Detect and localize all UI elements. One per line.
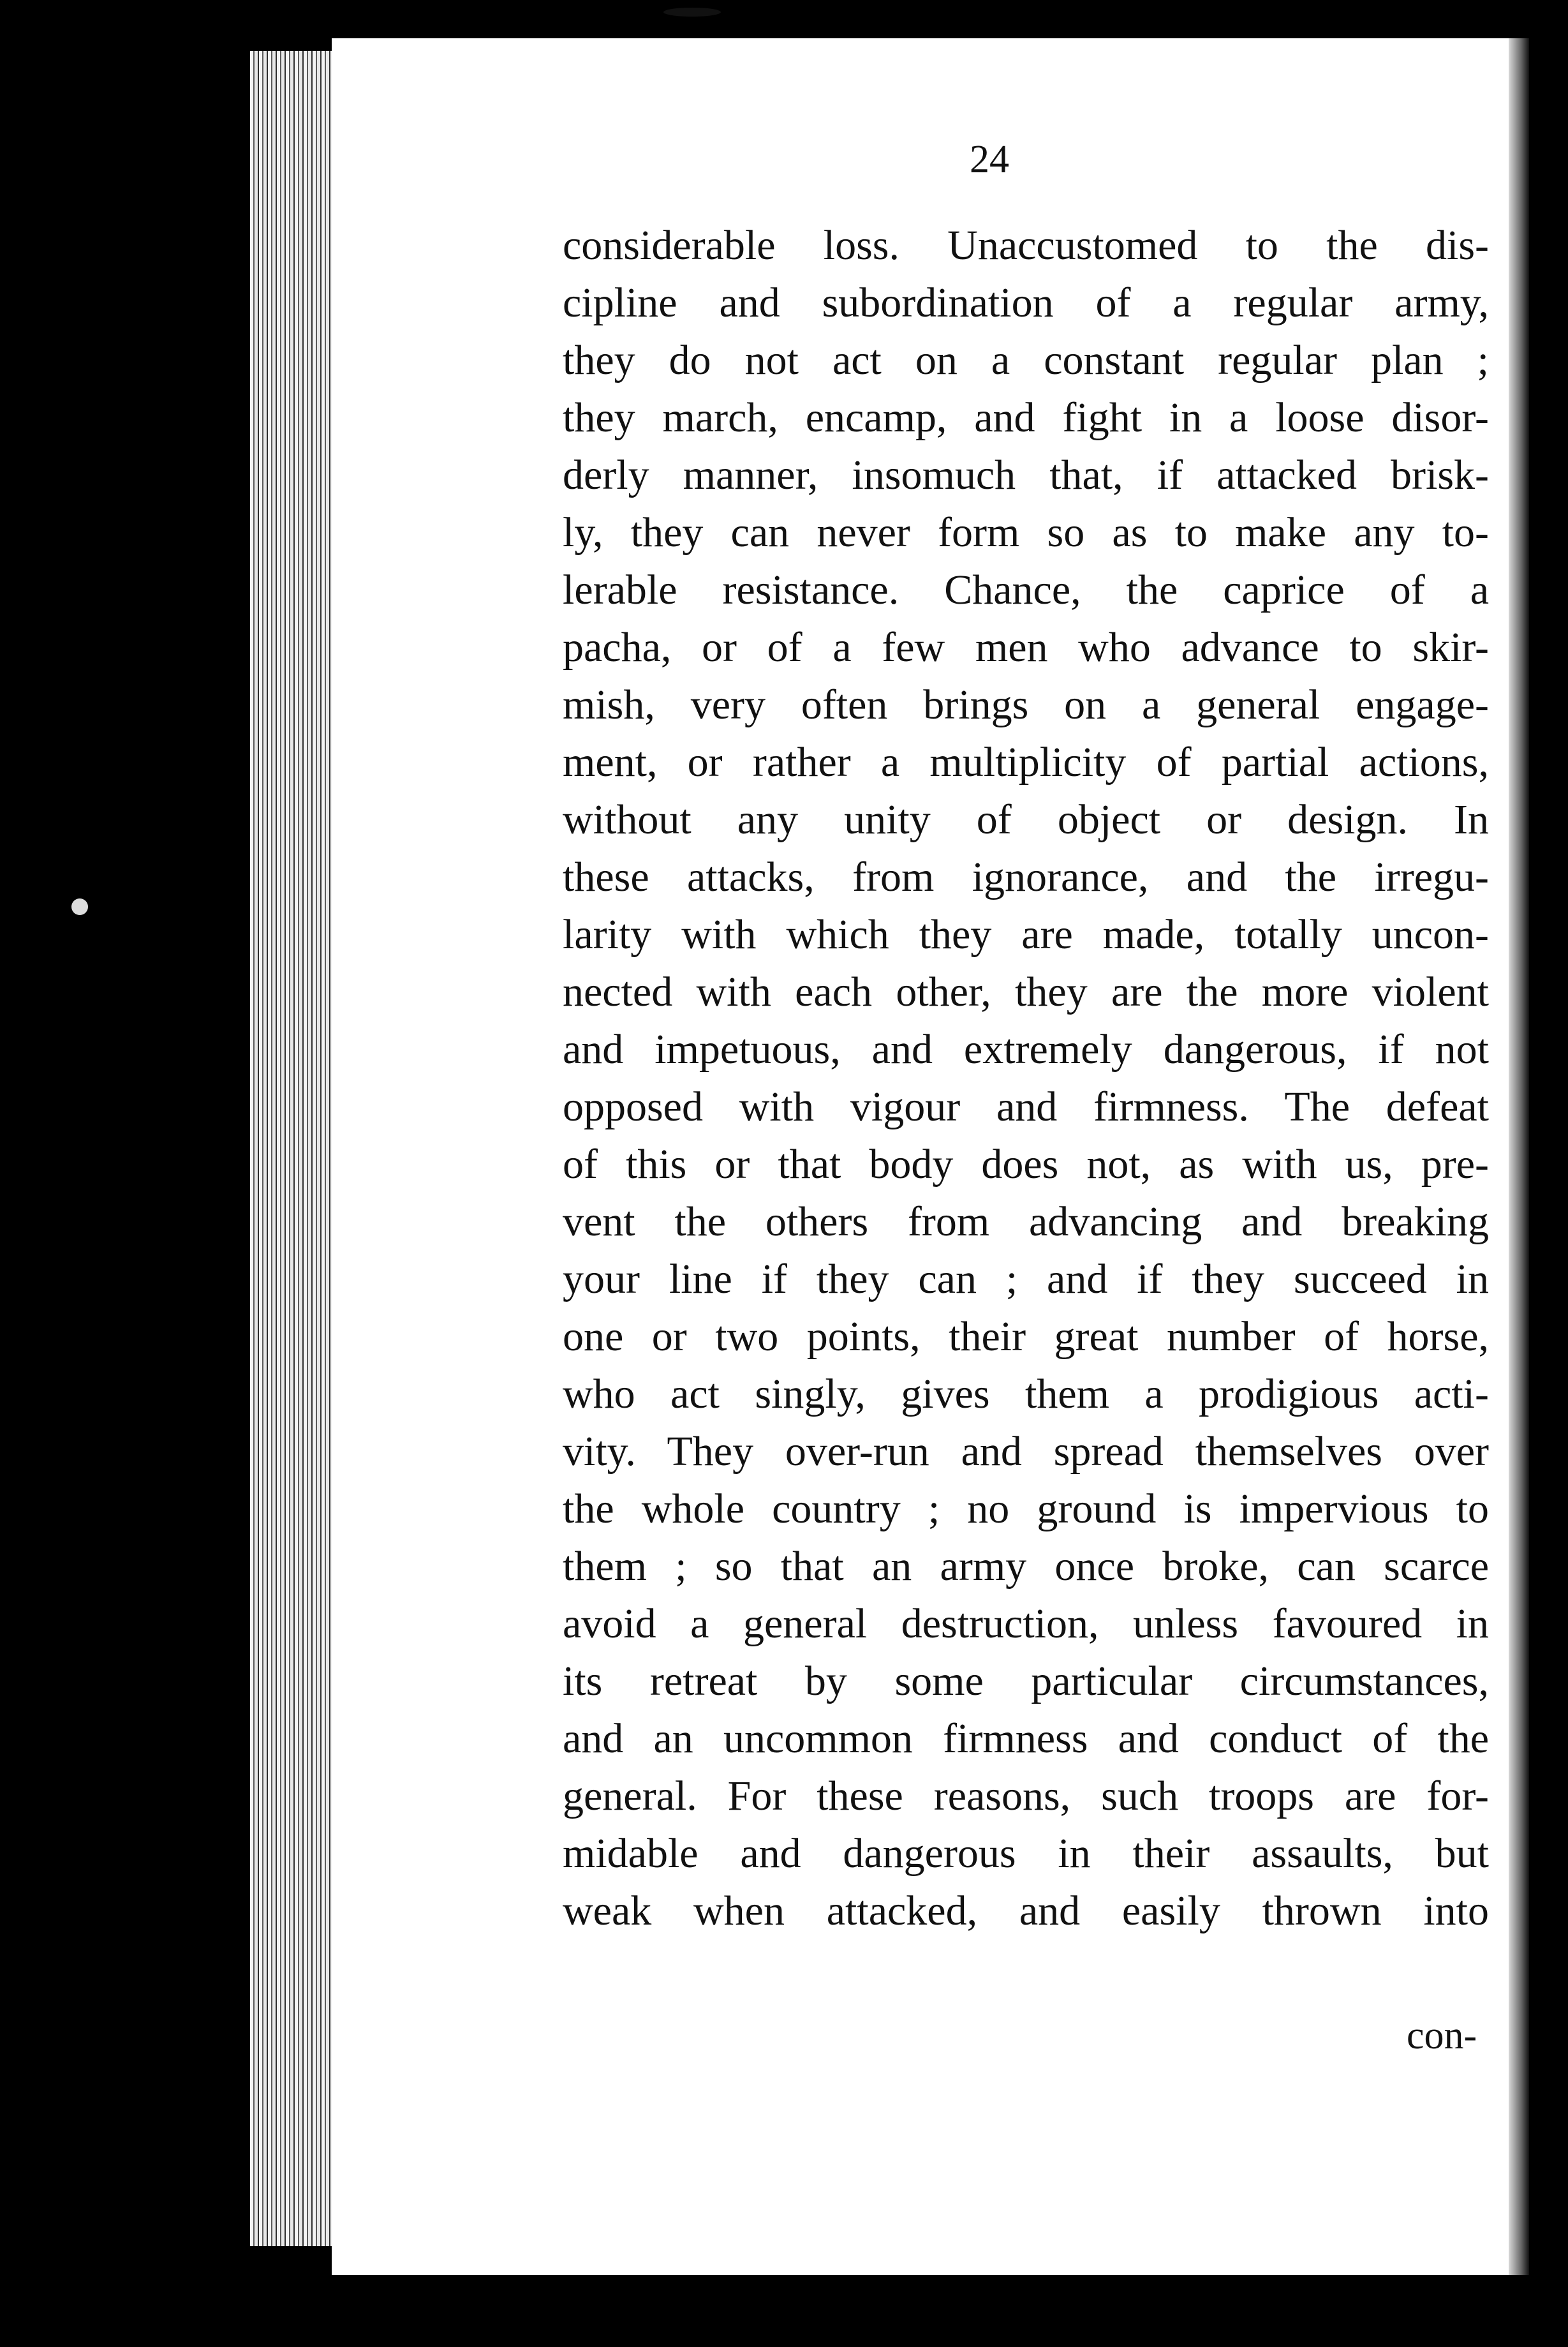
text-line: nected with each other, they are the more violent	[563, 969, 1489, 1015]
text-line: your line if they can ; and if they succeed in	[563, 1256, 1489, 1302]
text-line: pacha, or of a few men who advance to skir-	[563, 624, 1489, 671]
page-gutter-shadow	[1509, 38, 1529, 2275]
text-line: without any unity of object or design. In	[563, 796, 1489, 843]
text-line: lerable resistance. Chance, the caprice of a	[563, 567, 1489, 613]
text-line: the whole country ; no ground is impervious to	[563, 1486, 1489, 1532]
text-line: cipline and subordination of a regular army,	[563, 279, 1489, 326]
text-line: these attacks, from ignorance, and the irregu-	[563, 854, 1489, 900]
scan-speck	[71, 898, 88, 915]
text-line: vity. They over-run and spread themselves over	[563, 1428, 1489, 1475]
text-line: ment, or rather a multiplicity of partial actions,	[563, 739, 1489, 786]
text-line: opposed with vigour and firmness. The defeat	[563, 1084, 1489, 1130]
text-line: derly manner, insomuch that, if attacked brisk-	[563, 452, 1489, 498]
scan-speck	[663, 8, 721, 17]
text-line: ly, they can never form so as to make any to-	[563, 509, 1489, 556]
page-number: 24	[970, 138, 1009, 181]
text-line: general. For these reasons, such troops are for-	[563, 1773, 1489, 1819]
text-line: considerable loss. Unaccustomed to the dis-	[563, 222, 1489, 269]
text-line: they march, encamp, and fight in a loose disor-	[563, 394, 1489, 441]
text-line: midable and dangerous in their assaults, but	[563, 1830, 1489, 1877]
text-line: who act singly, gives them a prodigious acti-	[563, 1371, 1489, 1417]
text-line: mish, very often brings on a general engage-	[563, 682, 1489, 728]
text-line: vent the others from advancing and breaking	[563, 1198, 1489, 1245]
text-line: one or two points, their great number of horse,	[563, 1313, 1489, 1360]
text-line: its retreat by some particular circumstances,	[563, 1658, 1489, 1704]
text-line: larity with which they are made, totally uncon-	[563, 911, 1489, 958]
text-line: and an uncommon firmness and conduct of the	[563, 1715, 1489, 1762]
text-line: and impetuous, and extremely dangerous, if not	[563, 1026, 1489, 1073]
text-line: they do not act on a constant regular plan ;	[563, 337, 1489, 384]
catchword: con-	[1407, 2014, 1477, 2057]
text-line: avoid a general destruction, unless favoured in	[563, 1600, 1489, 1647]
body-text	[563, 217, 1489, 1940]
text-line: them ; so that an army once broke, can scarce	[563, 1543, 1489, 1590]
text-line: of this or that body does not, as with us, pre-	[563, 1141, 1489, 1188]
text-line: weak when attacked, and easily thrown into	[563, 1888, 1489, 1934]
